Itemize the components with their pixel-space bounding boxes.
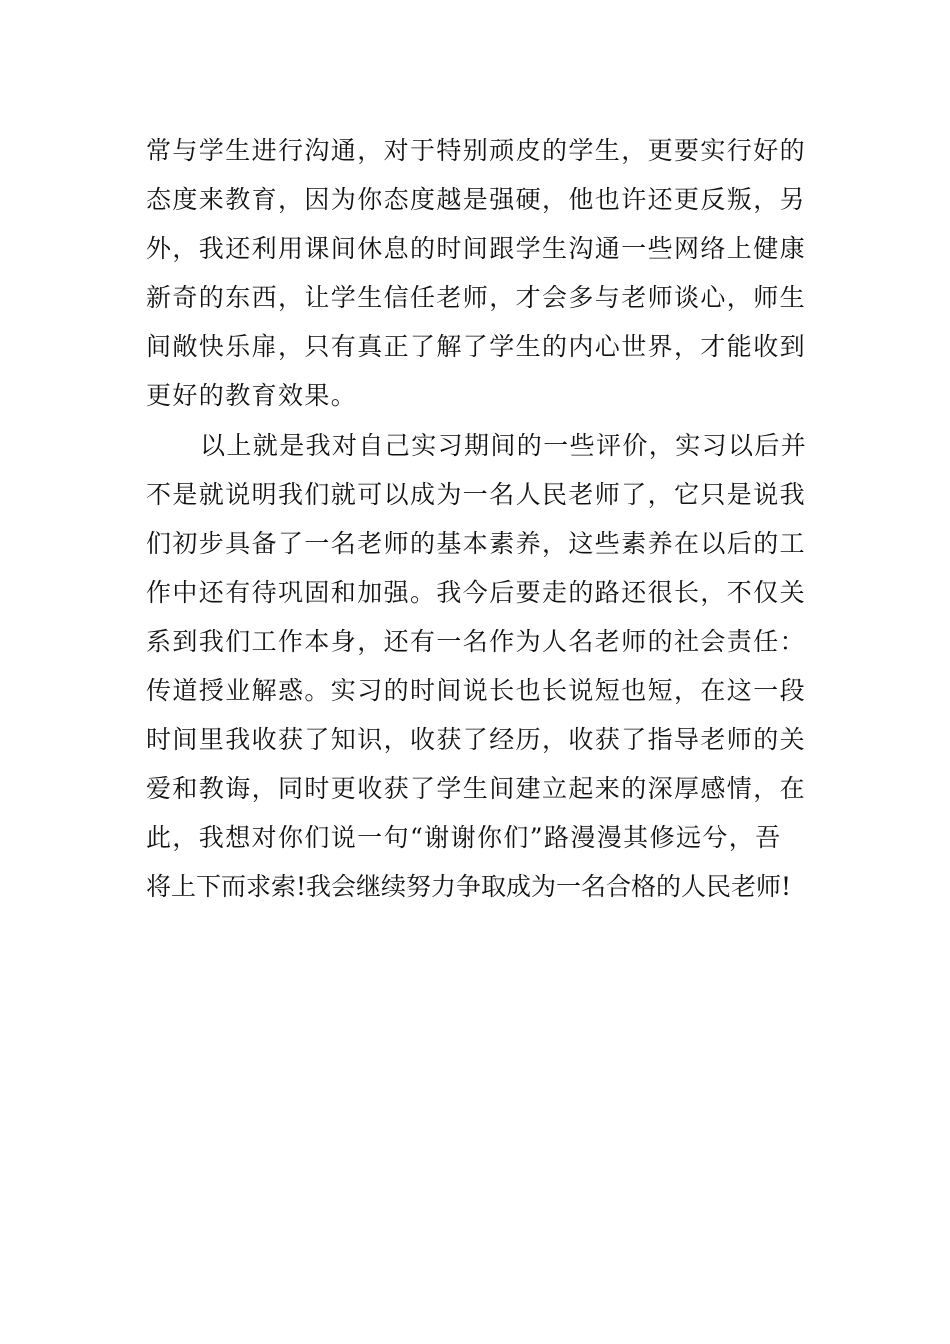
text-line: 新奇的东西，让学生信任老师，才会多与老师谈心，师生 xyxy=(146,283,807,312)
text-line: 此，我想对你们说一句“谢谢你们”路漫漫其修远兮，吾 xyxy=(146,823,782,852)
text-line: 传道授业解惑。实习的时间说长也长说短也短，在这一段 xyxy=(146,676,807,705)
text-line: 作中还有待巩固和加强。我今后要走的路还很长，不仅关 xyxy=(146,578,807,607)
text-line: 态度来教育，因为你态度越是强硬，他也许还更反叛，另 xyxy=(146,185,807,214)
text-line: 常与学生进行沟通，对于特别顽皮的学生，更要实行好的 xyxy=(146,136,807,165)
text-line: 以上就是我对自己实习期间的一些评价，实习以后并 xyxy=(200,431,808,460)
text-line: 时间里我收获了知识，收获了经历，收获了指导老师的关 xyxy=(146,725,807,754)
text-line: 们初步具备了一名老师的基本素养，这些素养在以后的工 xyxy=(146,529,807,558)
text-line: 外，我还利用课间休息的时间跟学生沟通一些网络上健康 xyxy=(146,234,807,263)
text-line: 爱和教诲，同时更收获了学生间建立起来的深厚感情，在 xyxy=(146,774,807,803)
paragraph xyxy=(146,126,808,420)
body-text xyxy=(146,126,808,911)
text-line: 更好的教育效果。 xyxy=(146,381,358,410)
text-line: 不是就说明我们就可以成为一名人民老师了，它只是说我 xyxy=(146,480,807,509)
text-line: 间敞快乐扉，只有真正了解了学生的内心世界，才能收到 xyxy=(146,332,807,361)
text-line: 系到我们工作本身，还有一名作为人名老师的社会责任： xyxy=(146,627,807,656)
paragraph xyxy=(146,421,808,911)
text-line: 将上下而求索!我会继续努力争取成为一名合格的人民老师! xyxy=(146,872,792,901)
